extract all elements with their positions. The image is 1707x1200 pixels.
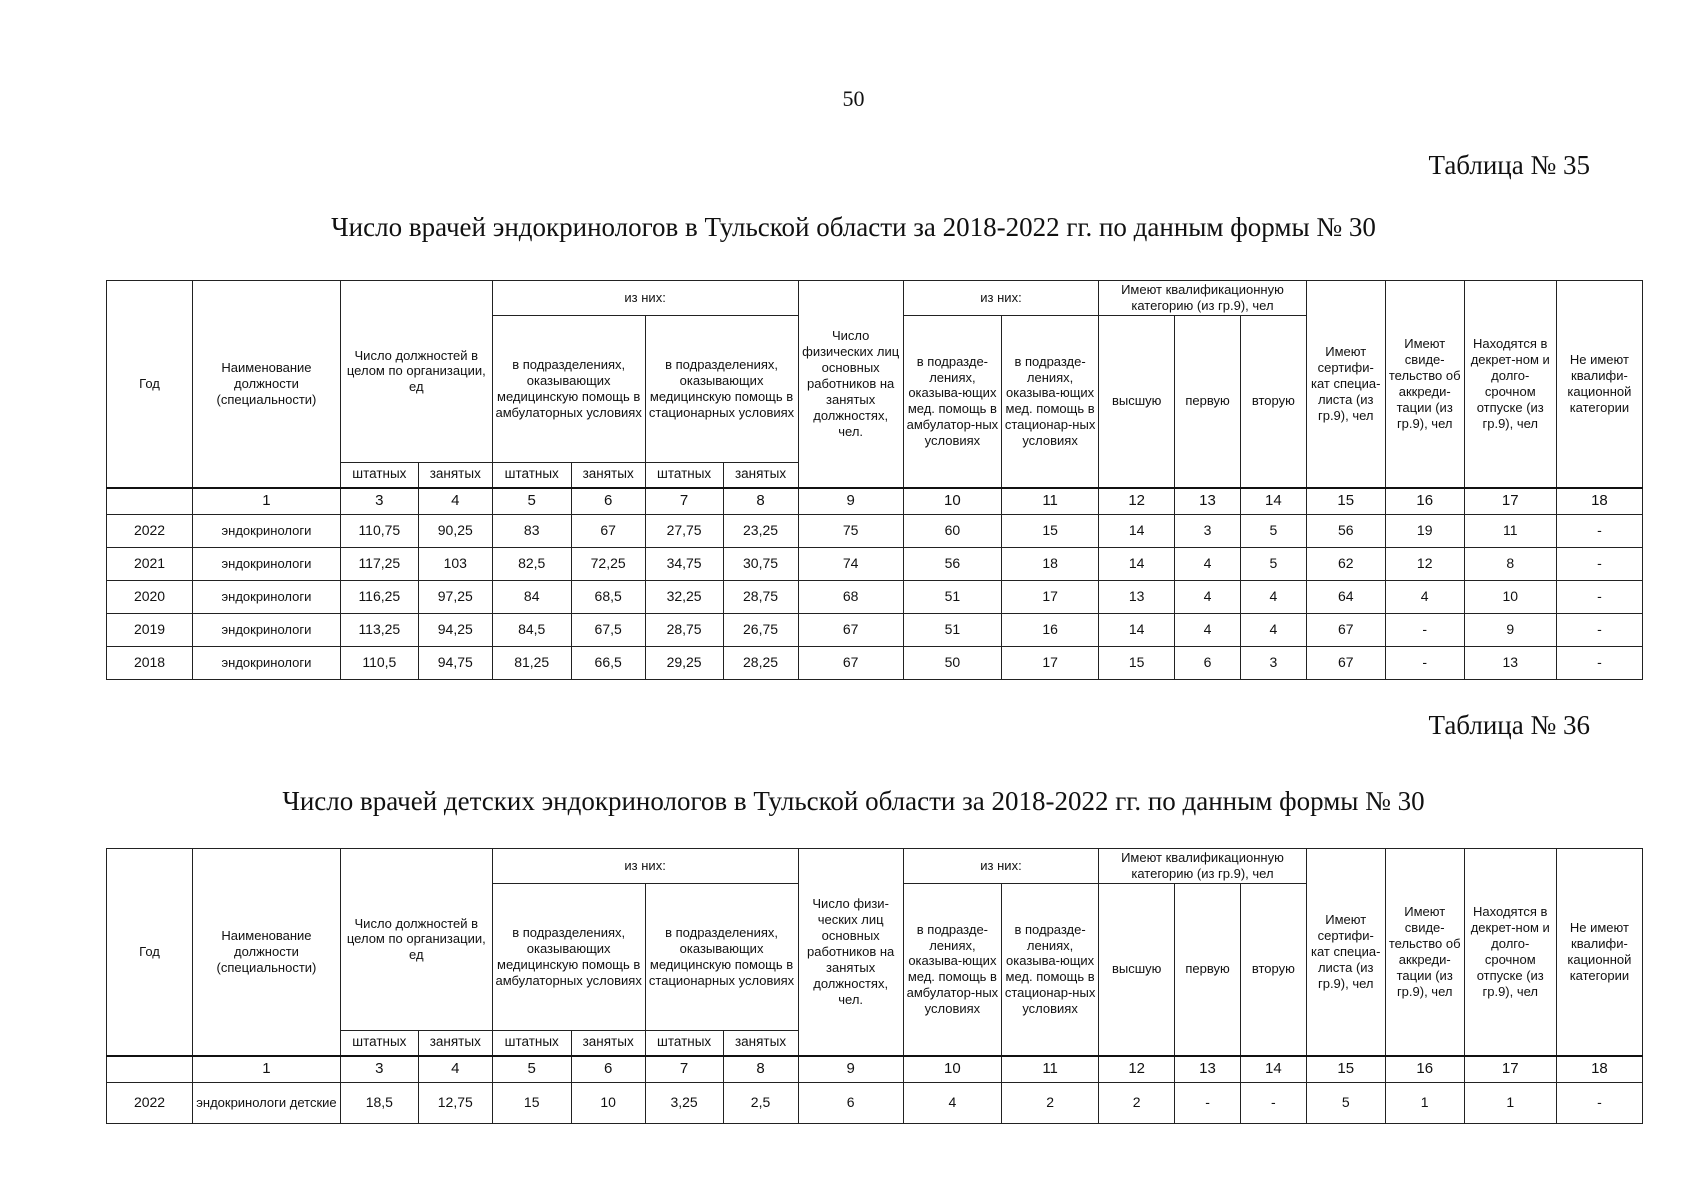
table-cell: 28,75 <box>723 580 798 613</box>
table-cell: 12,75 <box>418 1082 492 1123</box>
table-cell: 18,5 <box>340 1082 418 1123</box>
header-inpatient-persons: в подразде-лениях, оказыва-ющих мед. помощь в стационар-ных условиях <box>1002 883 1099 1056</box>
column-number: 11 <box>1002 1056 1099 1083</box>
table-cell: 15 <box>1002 514 1099 547</box>
position-name-cell: эндокринологи <box>193 646 341 679</box>
header-first: первую <box>1175 315 1241 488</box>
table-cell: - <box>1556 613 1642 646</box>
table-cell: 84 <box>492 580 571 613</box>
table-36-title: Число врачей детских эндокринологов в Тульской области за 2018-2022 гг. по данным формы № 30 <box>282 786 1425 816</box>
table-cell: 32,25 <box>645 580 723 613</box>
column-number <box>107 488 193 515</box>
table-cell: 67 <box>1306 646 1385 679</box>
table-cell: 117,25 <box>340 547 418 580</box>
table-cell: 13 <box>1099 580 1175 613</box>
header-staff: штатных <box>340 1030 418 1056</box>
header-qualification: Имеют квалификационную категорию (из гр.9), чел <box>1099 849 1307 884</box>
table-cell: - <box>1556 646 1642 679</box>
table-cell: 4 <box>903 1082 1001 1123</box>
column-number: 18 <box>1556 488 1642 515</box>
column-number: 5 <box>492 488 571 515</box>
table-cell: - <box>1556 580 1642 613</box>
column-number: 6 <box>571 1056 645 1083</box>
table-cell: 11 <box>1464 514 1556 547</box>
table-36 <box>106 848 1643 1124</box>
position-name-cell: эндокринологи <box>193 580 341 613</box>
table-cell: 51 <box>903 613 1001 646</box>
table-cell: 15 <box>492 1082 571 1123</box>
column-number: 8 <box>723 488 798 515</box>
column-number: 9 <box>798 1056 903 1083</box>
table-cell: 4 <box>1175 580 1241 613</box>
header-staff: штатных <box>492 1030 571 1056</box>
table-row <box>107 1082 1643 1123</box>
column-number: 13 <box>1175 1056 1241 1083</box>
header-outpatient-persons: в подразде-лениях, оказыва-ющих мед. помощь в амбулатор-ных условиях <box>903 883 1001 1056</box>
header-position: Наименование должности (специальности) <box>193 849 341 1056</box>
header-no-category: Не имеют квалифи-кационной категории <box>1556 281 1642 488</box>
column-number: 3 <box>340 488 418 515</box>
table-cell: 97,25 <box>418 580 492 613</box>
header-staff: штатных <box>340 462 418 488</box>
header-first: первую <box>1175 883 1241 1056</box>
column-number: 14 <box>1240 1056 1306 1083</box>
year-cell: 2018 <box>107 646 193 679</box>
header-second: вторую <box>1240 883 1306 1056</box>
header-outpatient-persons: в подразде-лениях, оказыва-ющих мед. помощь в амбулатор-ных условиях <box>903 315 1001 488</box>
column-number: 1 <box>193 1056 341 1083</box>
table-cell: 66,5 <box>571 646 645 679</box>
table-cell: 2 <box>1099 1082 1175 1123</box>
table-cell: 4 <box>1240 580 1306 613</box>
table-35-label: Таблица № 35 <box>1428 150 1590 180</box>
column-number: 17 <box>1464 1056 1556 1083</box>
table-cell: 50 <box>903 646 1001 679</box>
table-cell: - <box>1385 646 1464 679</box>
table-cell: 19 <box>1385 514 1464 547</box>
table-cell: 68,5 <box>571 580 645 613</box>
column-number: 5 <box>492 1056 571 1083</box>
table-cell: 6 <box>1175 646 1241 679</box>
table-cell: 67,5 <box>571 613 645 646</box>
table-cell: 3,25 <box>645 1082 723 1123</box>
table-cell: - <box>1385 613 1464 646</box>
table-cell: 3 <box>1175 514 1241 547</box>
table-cell: 103 <box>418 547 492 580</box>
position-name-cell: эндокринологи <box>193 613 341 646</box>
year-cell: 2020 <box>107 580 193 613</box>
column-number <box>107 1056 193 1083</box>
header-certificate: Имеют сертифи-кат специа-листа (из гр.9), чел <box>1306 281 1385 488</box>
table-cell: 113,25 <box>340 613 418 646</box>
column-number: 11 <box>1002 488 1099 515</box>
header-no-category: Не имеют квалифи-кационной категории <box>1556 849 1642 1056</box>
table-cell: 72,25 <box>571 547 645 580</box>
column-number: 4 <box>418 488 492 515</box>
column-number: 8 <box>723 1056 798 1083</box>
table-cell: 67 <box>1306 613 1385 646</box>
header-qualification: Имеют квалификационную категорию (из гр.9), чел <box>1099 281 1307 316</box>
table-cell: 56 <box>1306 514 1385 547</box>
year-cell: 2019 <box>107 613 193 646</box>
header-certificate: Имеют сертифи-кат специа-листа (из гр.9), чел <box>1306 849 1385 1056</box>
table-cell: 4 <box>1175 547 1241 580</box>
header-physical-persons: Число физи-ческих лиц основных работников на занятых должностях, чел. <box>798 849 903 1056</box>
table-row <box>107 646 1643 679</box>
table-cell: 9 <box>1464 613 1556 646</box>
header-staff: штатных <box>492 462 571 488</box>
table-cell: 60 <box>903 514 1001 547</box>
year-cell: 2022 <box>107 514 193 547</box>
column-number: 12 <box>1099 488 1175 515</box>
table-cell: 13 <box>1464 646 1556 679</box>
header-staff: штатных <box>645 462 723 488</box>
table-cell: 51 <box>903 580 1001 613</box>
header-of-them: из них: <box>903 849 1098 884</box>
column-number: 9 <box>798 488 903 515</box>
table-cell: 5 <box>1240 547 1306 580</box>
page-number: 50 <box>842 86 865 111</box>
table-cell: 23,25 <box>723 514 798 547</box>
header-highest: высшую <box>1099 883 1175 1056</box>
column-number: 6 <box>571 488 645 515</box>
column-number: 4 <box>418 1056 492 1083</box>
header-outpatient-units: в подразделениях, оказывающих медицинскую помощь в амбулаторных условиях <box>492 883 645 1030</box>
table-cell: 116,25 <box>340 580 418 613</box>
header-accreditation: Имеют свиде-тельство об аккреди-тации (из гр.9), чел <box>1385 281 1464 488</box>
header-inpatient-persons: в подразде-лениях, оказыва-ющих мед. помощь в стационар-ных условиях <box>1002 315 1099 488</box>
header-year: Год <box>107 281 193 488</box>
table-cell: 17 <box>1002 646 1099 679</box>
table-cell: 62 <box>1306 547 1385 580</box>
table-cell: - <box>1175 1082 1241 1123</box>
table-cell: 6 <box>798 1082 903 1123</box>
column-number: 15 <box>1306 488 1385 515</box>
year-cell: 2022 <box>107 1082 193 1123</box>
table-cell: - <box>1556 1082 1642 1123</box>
table-cell: - <box>1240 1082 1306 1123</box>
table-cell: 90,25 <box>418 514 492 547</box>
column-number: 18 <box>1556 1056 1642 1083</box>
table-cell: 29,25 <box>645 646 723 679</box>
table-cell: 30,75 <box>723 547 798 580</box>
column-number: 1 <box>193 488 341 515</box>
header-occupied: занятых <box>571 462 645 488</box>
header-inpatient-units: в подразделениях, оказывающих медицинскую помощь в стационарных условиях <box>645 315 798 462</box>
header-second: вторую <box>1240 315 1306 488</box>
header-of-them: из них: <box>492 281 798 316</box>
table-cell: 34,75 <box>645 547 723 580</box>
column-number: 15 <box>1306 1056 1385 1083</box>
position-name-cell: эндокринологи детские <box>193 1082 341 1123</box>
header-occupied: занятых <box>418 1030 492 1056</box>
table-cell: 10 <box>1464 580 1556 613</box>
table-row <box>107 547 1643 580</box>
header-position: Наименование должности (специальности) <box>193 281 341 488</box>
table-cell: 5 <box>1240 514 1306 547</box>
table-cell: 82,5 <box>492 547 571 580</box>
header-year: Год <box>107 849 193 1056</box>
table-cell: 12 <box>1385 547 1464 580</box>
column-number: 12 <box>1099 1056 1175 1083</box>
column-number: 14 <box>1240 488 1306 515</box>
table-35-title: Число врачей эндокринологов в Тульской области за 2018-2022 гг. по данным формы № 30 <box>331 212 1376 242</box>
column-number: 16 <box>1385 488 1464 515</box>
table-cell: 8 <box>1464 547 1556 580</box>
table-cell: 81,25 <box>492 646 571 679</box>
table-cell: 14 <box>1099 613 1175 646</box>
table-35 <box>106 280 1643 680</box>
table-cell: 84,5 <box>492 613 571 646</box>
table-cell: 18 <box>1002 547 1099 580</box>
table-cell: 67 <box>798 646 903 679</box>
table-36-label: Таблица № 36 <box>1428 710 1590 740</box>
table-cell: 64 <box>1306 580 1385 613</box>
header-outpatient-units: в подразделениях, оказывающих медицинскую помощь в амбулаторных условиях <box>492 315 645 462</box>
table-cell: 28,25 <box>723 646 798 679</box>
header-inpatient-units: в подразделениях, оказывающих медицинскую помощь в стационарных условиях <box>645 883 798 1030</box>
table-cell: 94,25 <box>418 613 492 646</box>
header-occupied: занятых <box>723 1030 798 1056</box>
header-physical-persons: Число физических лиц основных работников на занятых должностях, чел. <box>798 281 903 488</box>
table-cell: 17 <box>1002 580 1099 613</box>
table-cell: 4 <box>1175 613 1241 646</box>
column-number: 10 <box>903 488 1001 515</box>
table-row <box>107 613 1643 646</box>
column-number: 13 <box>1175 488 1241 515</box>
table-cell: 16 <box>1002 613 1099 646</box>
table-cell: 74 <box>798 547 903 580</box>
column-number: 17 <box>1464 488 1556 515</box>
header-staff: штатных <box>645 1030 723 1056</box>
header-highest: высшую <box>1099 315 1175 488</box>
header-total-positions: Число должностей в целом по организации, ед <box>340 281 492 463</box>
header-leave: Находятся в декрет-ном и долго-срочном отпуске (из гр.9), чел <box>1464 849 1556 1056</box>
table-cell: 110,75 <box>340 514 418 547</box>
position-name-cell: эндокринологи <box>193 547 341 580</box>
header-of-them: из них: <box>492 849 798 884</box>
header-accreditation: Имеют свиде-тельство об аккреди-тации (из гр.9), чел <box>1385 849 1464 1056</box>
table-cell: 2 <box>1002 1082 1099 1123</box>
table-cell: - <box>1556 514 1642 547</box>
table-cell: 5 <box>1306 1082 1385 1123</box>
table-cell: 4 <box>1385 580 1464 613</box>
table-cell: 75 <box>798 514 903 547</box>
table-cell: 67 <box>571 514 645 547</box>
header-occupied: занятых <box>571 1030 645 1056</box>
table-cell: 56 <box>903 547 1001 580</box>
year-cell: 2021 <box>107 547 193 580</box>
table-cell: 2,5 <box>723 1082 798 1123</box>
table-cell: 28,75 <box>645 613 723 646</box>
table-cell: 94,75 <box>418 646 492 679</box>
column-number: 3 <box>340 1056 418 1083</box>
table-row <box>107 580 1643 613</box>
table-cell: 4 <box>1240 613 1306 646</box>
table-cell: 14 <box>1099 514 1175 547</box>
table-cell: 10 <box>571 1082 645 1123</box>
column-number: 10 <box>903 1056 1001 1083</box>
table-cell: 1 <box>1464 1082 1556 1123</box>
table-cell: 1 <box>1385 1082 1464 1123</box>
header-total-positions: Число должностей в целом по организации, ед <box>340 849 492 1031</box>
column-number: 16 <box>1385 1056 1464 1083</box>
column-number: 7 <box>645 1056 723 1083</box>
header-of-them: из них: <box>903 281 1098 316</box>
table-cell: 15 <box>1099 646 1175 679</box>
table-cell: 68 <box>798 580 903 613</box>
header-occupied: занятых <box>418 462 492 488</box>
header-occupied: занятых <box>723 462 798 488</box>
header-leave: Находятся в декрет-ном и долго-срочном отпуске (из гр.9), чел <box>1464 281 1556 488</box>
table-cell: 83 <box>492 514 571 547</box>
table-cell: 3 <box>1240 646 1306 679</box>
table-cell: 27,75 <box>645 514 723 547</box>
column-number: 7 <box>645 488 723 515</box>
table-cell: 26,75 <box>723 613 798 646</box>
table-cell: 67 <box>798 613 903 646</box>
table-row <box>107 514 1643 547</box>
table-cell: 14 <box>1099 547 1175 580</box>
table-cell: - <box>1556 547 1642 580</box>
position-name-cell: эндокринологи <box>193 514 341 547</box>
table-cell: 110,5 <box>340 646 418 679</box>
